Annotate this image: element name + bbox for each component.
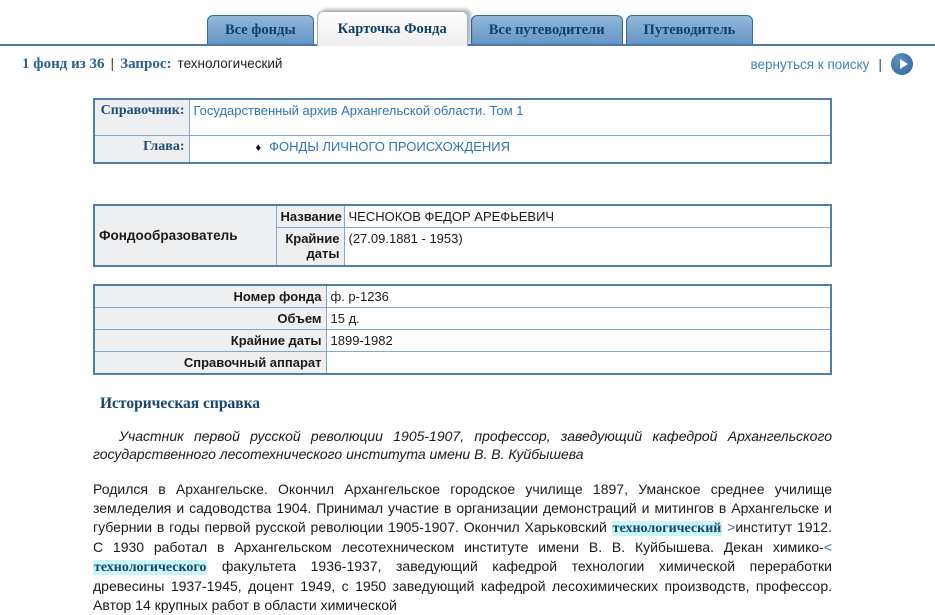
bio-text: институт 1912. С 1930 работал в Архангельском лесотехническом институте имени В. В. Куйбышева. Декан химико- [93,518,832,555]
separator: | [110,55,115,71]
history-section [93,395,832,615]
search-hit: технологического [94,559,207,575]
next-result-button[interactable] [891,53,913,75]
back-to-search-link[interactable]: вернуться к поиску [750,56,870,72]
history-title: Историческая справка [100,394,261,412]
history-lead-paragraph: Участник первой русской революции 1905-1907, профессор, заведующий кафедрой Архангельского государственного лесотехнического института имени В. В. Куйбышева [93,427,832,462]
fund-number-value: ф. р-1236 [326,285,831,308]
reference-value-cell [189,99,831,135]
tab-fund-card[interactable]: Карточка Фонда [317,11,468,46]
play-arrow-icon [900,59,908,69]
reference-label: Справочник: [94,99,189,135]
query-value: технологический [177,56,283,71]
table-row [94,351,831,374]
reference-apparatus-value [326,351,831,374]
table-row [94,205,831,228]
dates-value: (27.09.1881 - 1953) [344,228,831,266]
bio-text: факультета 1936-1937, заведующий кафедрой технологии химической переработки древесины 1937-1945, доцент 1949, с 1950 заведующий кафедрой лесохимических производств, профессор. Автор 14 крупных работ в области химической [93,557,832,613]
tab-all-guides[interactable]: Все путеводители [471,15,623,44]
tab-bar [0,0,935,46]
table-row [94,99,831,135]
bio-text: Родился в Архангельске. Окончил Архангельское городское училище 1897, Уманское среднее училище земледелия и садоводства 1904. Принимал участие в организации демонстраций и митингов в Архангельске и губернии в годы первой русской революции 1905-1907. Окончил Харьковский [93,480,832,535]
main-content [93,98,832,615]
search-hit: технологический [612,520,722,536]
table-row [94,135,831,163]
tab-all-funds[interactable]: Все фонды [207,15,314,44]
info-bar [0,46,935,80]
biography-paragraph [93,480,832,615]
dates-label: Крайние даты [276,228,344,266]
creator-table [93,204,832,267]
volume-label: Объем [94,307,326,329]
guide-volume-link[interactable]: Государственный архив Архангельской области. Том 1 [193,103,524,118]
chapter-label: Глава: [94,135,189,163]
diamond-bullet-icon: ♦ [255,141,262,154]
table-row [94,285,831,308]
reference-table [93,98,832,164]
table-row [94,329,831,351]
fund-table [93,284,832,375]
fund-number-label: Номер фонда [94,285,326,308]
result-count: 1 фонд из 36 [22,56,105,72]
tab-guide[interactable]: Путеводитель [626,15,754,44]
extreme-dates-label: Крайние даты [94,329,326,351]
next-hit-arrow[interactable]: > [722,518,736,535]
creator-group-label: Фондообразователь [94,205,276,266]
extreme-dates-value: 1899-1982 [326,329,831,351]
name-value: ЧЕСНОКОВ ФЕДОР АРЕФЬЕВИЧ [344,205,831,228]
chapter-link[interactable]: ФОНДЫ ЛИЧНОГО ПРОИСХОЖДЕНИЯ [269,138,511,154]
separator: | [878,56,882,72]
chapter-value-cell [189,135,831,163]
reference-apparatus-label: Справочный аппарат [94,351,326,374]
name-label: Название [276,205,344,228]
query-label: Запрос: [120,56,172,72]
table-row [94,307,831,329]
volume-value: 15 д. [326,307,831,329]
prev-hit-arrow[interactable]: < [823,538,832,555]
